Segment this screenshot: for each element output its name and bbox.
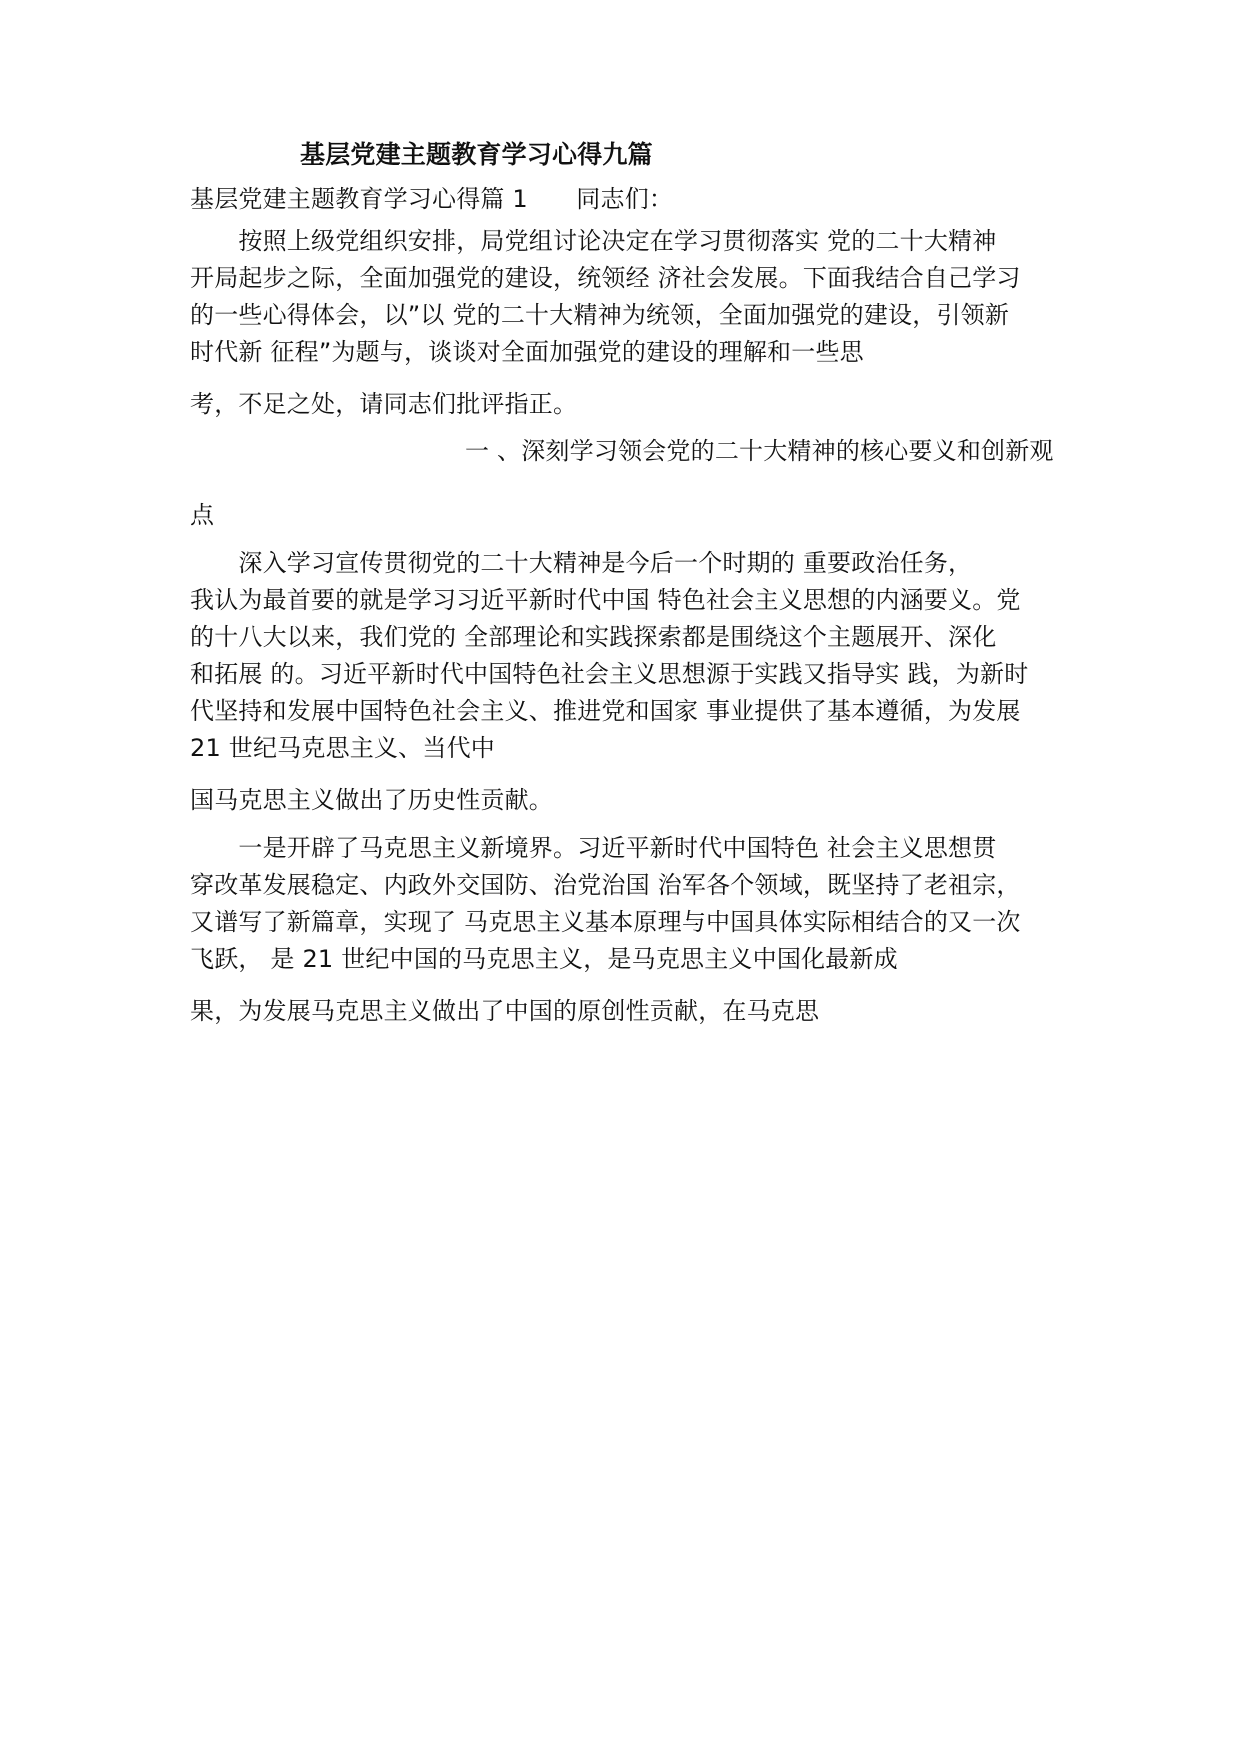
paragraph-line: 21 世纪马克思主义、当代中 <box>190 734 495 762</box>
paragraph-line: 按照上级党组织安排，局党组讨论决定在学习贯彻落实 党的二十大精神 <box>190 227 997 255</box>
paragraph-line: 一是开辟了马克思主义新境界。习近平新时代中国特色 社会主义思想贯 <box>190 834 997 862</box>
paragraph-line: 国马克思主义做出了历史性贡献。 <box>190 786 553 814</box>
paragraph-line: 时代新 征程”为题与，谈谈对全面加强党的建设的理解和一些思 <box>190 338 864 366</box>
paragraph-line: 开局起步之际，全面加强党的建设，统领经 济社会发展。下面我结合自己学习 <box>190 264 1021 292</box>
paragraph-line: 我认为最首要的就是学习习近平新时代中国 特色社会主义思想的内涵要义。党 <box>190 586 1021 614</box>
document-title: 基层党建主题教育学习心得九篇 <box>300 140 653 169</box>
paragraph-line: 深入学习宣传贯彻党的二十大精神是今后一个时期的 重要政治任务， <box>190 549 973 577</box>
paragraph-line: 考，不足之处，请同志们批评指正。 <box>190 390 578 418</box>
subheading-line: 一 、深刻学习领会党的二十大精神的核心要义和创新观 <box>465 437 1054 465</box>
paragraph-line: 穿改革发展稳定、内政外交国防、治党治国 治军各个领域，既坚持了老祖宗， <box>190 871 1021 899</box>
paragraph-line: 代坚持和发展中国特色社会主义、推进党和国家 事业提供了基本遵循，为发展 <box>190 697 1021 725</box>
paragraph-line: 和拓展 的。习近平新时代中国特色社会主义思想源于实践又指导实 践，为新时 <box>190 660 1029 688</box>
subheading-line: 点 <box>190 501 215 529</box>
paragraph-line: 的一些心得体会，以”以 党的二十大精神为统领，全面加强党的建设，引领新 <box>190 301 1010 329</box>
paragraph-line: 的十八大以来，我们党的 全部理论和实践探索都是围绕这个主题展开、深化 <box>190 623 997 651</box>
paragraph-line: 飞跃， 是 21 世纪中国的马克思主义，是马克思主义中国化最新成 <box>190 945 898 973</box>
section-heading-line: 基层党建主题教育学习心得篇 1 同志们： <box>190 185 674 213</box>
paragraph-line: 又谱写了新篇章，实现了 马克思主义基本原理与中国具体实际相结合的又一次 <box>190 908 1021 936</box>
paragraph-line: 果，为发展马克思主义做出了中国的原创性贡献，在马克思 <box>190 997 820 1025</box>
